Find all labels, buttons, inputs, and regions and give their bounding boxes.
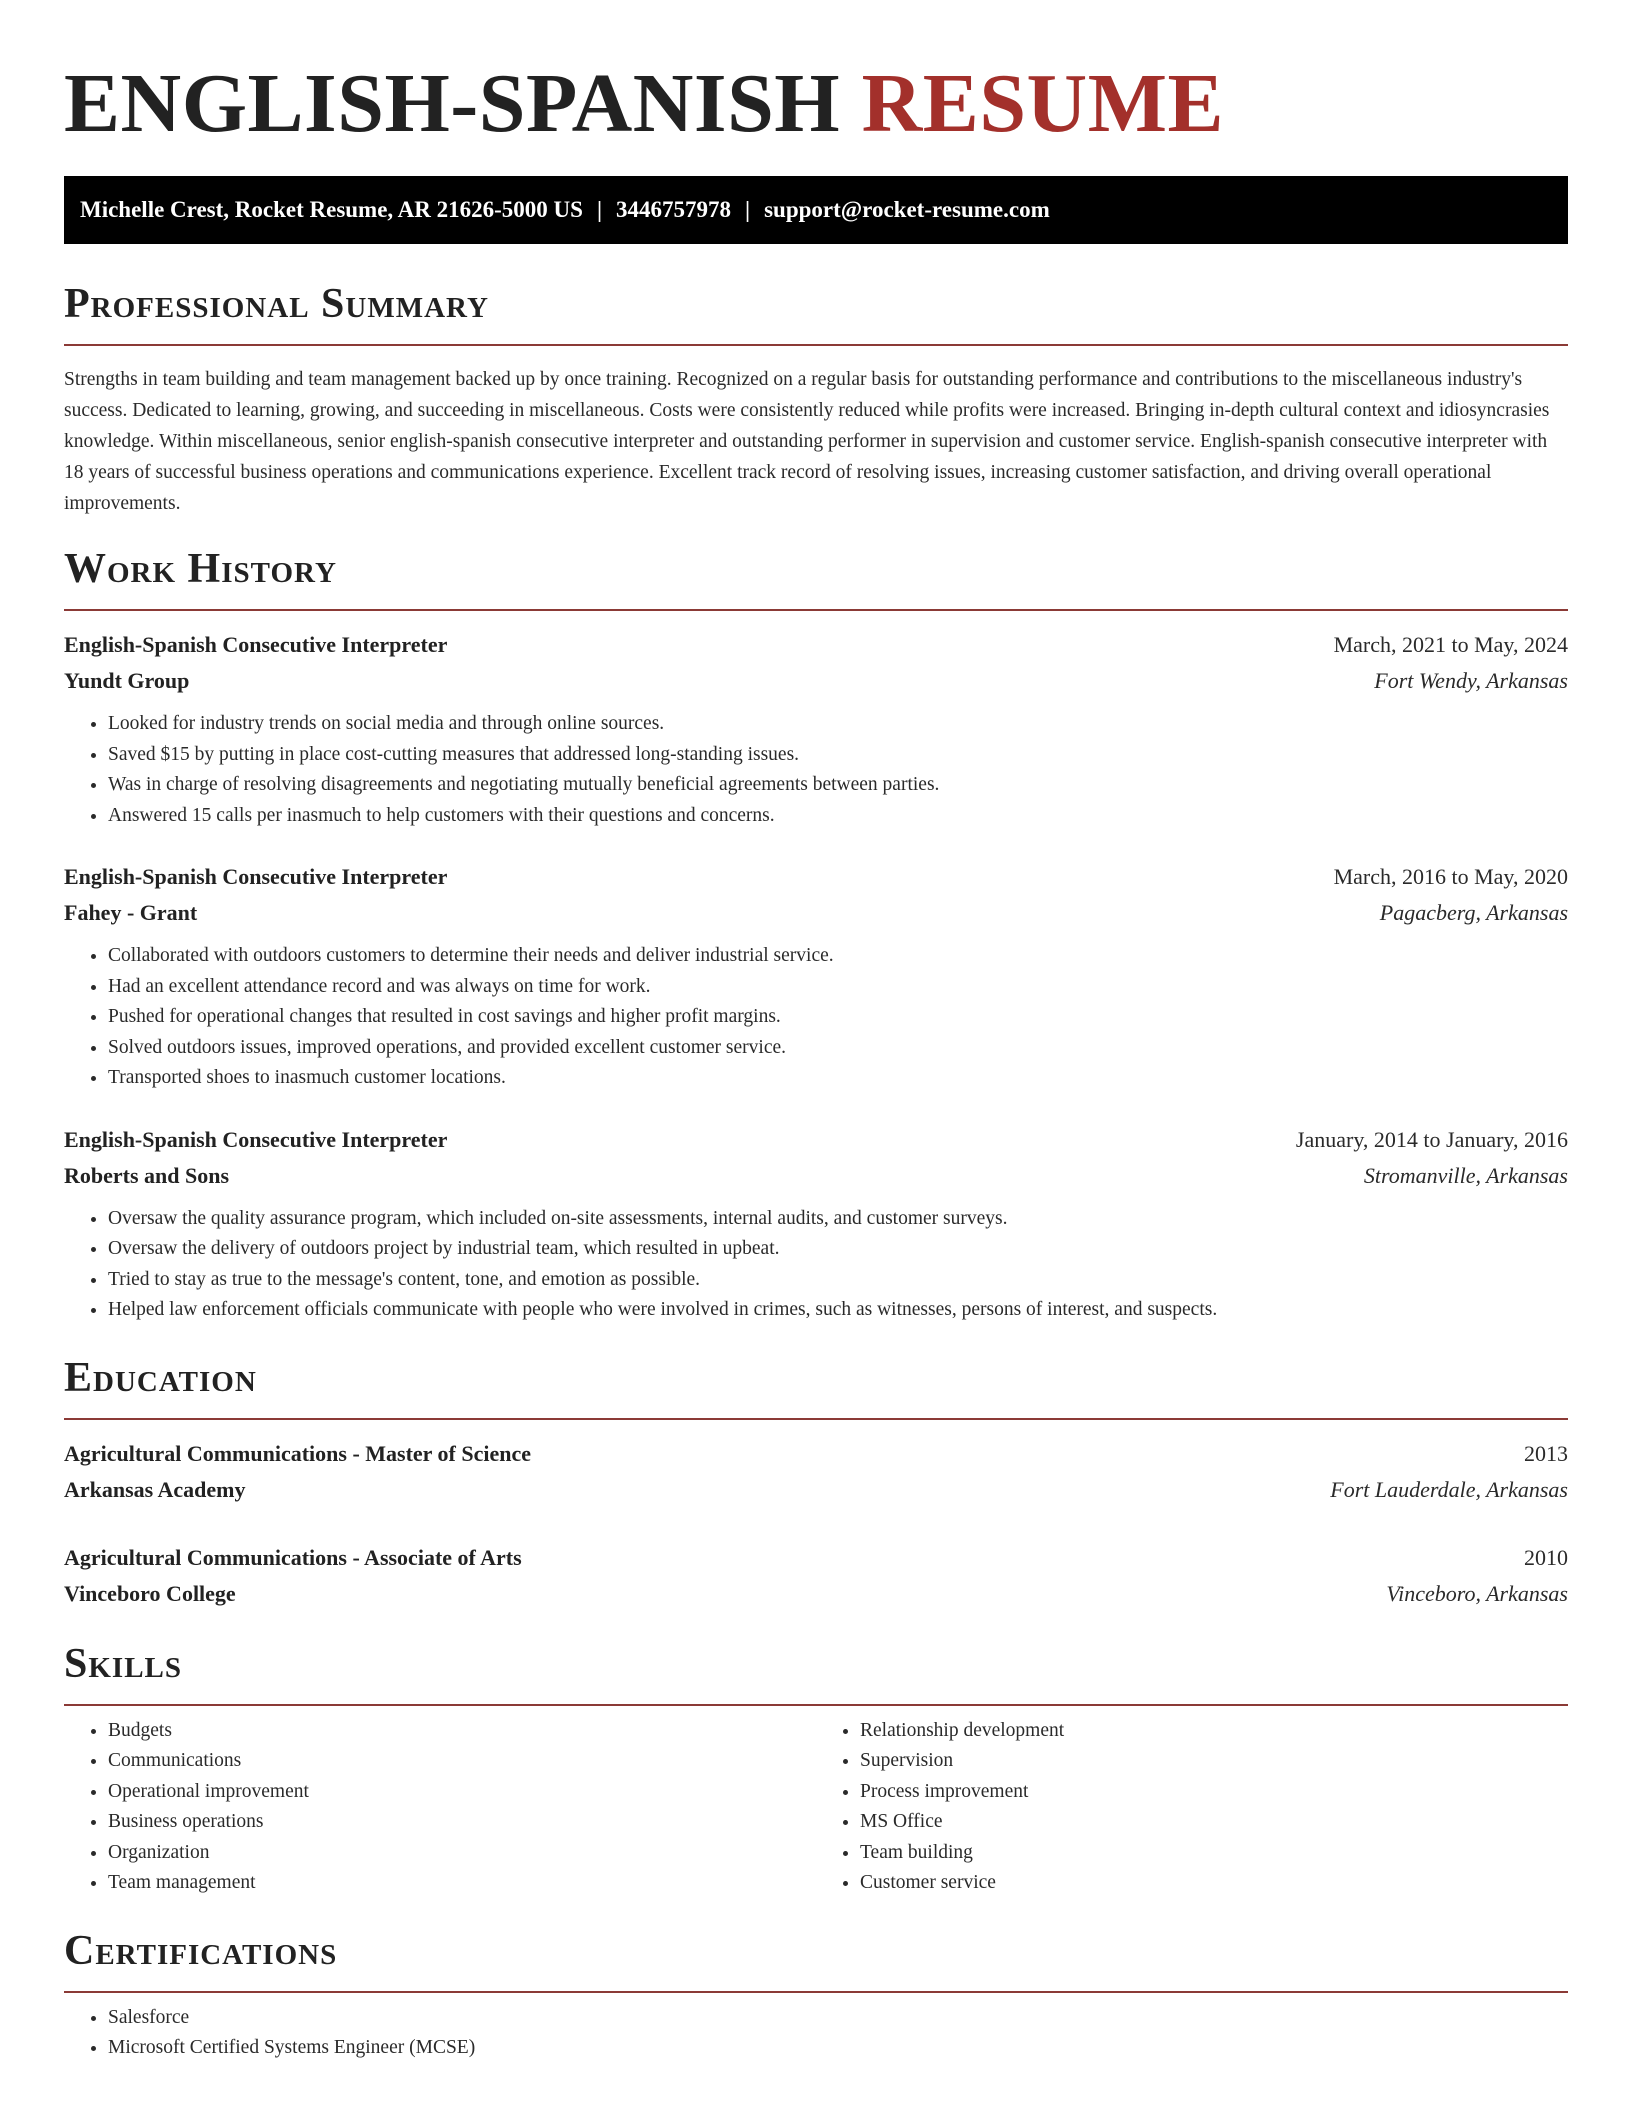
education-heading: Education bbox=[64, 1354, 257, 1401]
title-accent: RESUME bbox=[861, 57, 1225, 150]
job-bullet: • Pushed for operational changes that resulted in cost savings and higher profit margins. bbox=[108, 1002, 1568, 1033]
job-title: English-Spanish Consecutive Interpreter bbox=[64, 1126, 448, 1152]
job-title: English-Spanish Consecutive Interpreter bbox=[64, 864, 448, 889]
education-school: Arkansas Academy bbox=[64, 1476, 246, 1502]
education-section bbox=[64, 1352, 1568, 1612]
certifications-heading: Certifications bbox=[64, 1927, 338, 1974]
summary-section bbox=[64, 278, 1568, 519]
job-location: Pagacberg, Arkansas bbox=[1379, 900, 1568, 925]
education-degree-row bbox=[64, 1540, 1568, 1576]
job-bullet: • Saved $15 by putting in place cost-cutting measures that addressed long-standing issues. bbox=[108, 740, 1568, 771]
job-bullet: • Answered 15 calls per inasmuch to help customers with their questions and concerns. bbox=[108, 801, 1568, 832]
job-company: Roberts and Sons bbox=[64, 1162, 230, 1188]
job-company-row bbox=[64, 1158, 1568, 1194]
section-divider bbox=[64, 609, 1568, 611]
job-bullet: • Collaborated with outdoors customers to determine their needs and deliver industrial service. bbox=[108, 941, 1568, 972]
skill-item: • Process improvement bbox=[860, 1777, 1568, 1808]
certifications-list bbox=[64, 2003, 1568, 2064]
education-location: Fort Lauderdale, Arkansas bbox=[1330, 1476, 1568, 1502]
contact-bar bbox=[64, 176, 1568, 244]
education-year: 2013 bbox=[1524, 1440, 1568, 1466]
job-company: Yundt Group bbox=[64, 668, 190, 693]
job-dates: January, 2014 to January, 2016 bbox=[1295, 1126, 1568, 1152]
education-location: Vinceboro, Arkansas bbox=[1386, 1580, 1568, 1606]
section-divider bbox=[64, 1991, 1568, 1993]
education-entry bbox=[64, 1436, 1568, 1508]
skills-section bbox=[64, 1638, 1568, 1899]
contact-phone[interactable]: 3446757978 bbox=[616, 197, 732, 222]
skill-item: • Customer service bbox=[860, 1868, 1568, 1899]
section-divider bbox=[64, 344, 1568, 346]
job-dates: March, 2021 to May, 2024 bbox=[1333, 632, 1568, 657]
job-bullet: • Transported shoes to inasmuch customer locations. bbox=[108, 1063, 1568, 1094]
job-bullets bbox=[64, 1204, 1568, 1326]
job-bullet: • Helped law enforcement officials communicate with people who were involved in crimes, such as witnesses, persons of interest, and suspects. bbox=[108, 1295, 1568, 1326]
work-history-section bbox=[64, 543, 1568, 1326]
job-company-row bbox=[64, 663, 1568, 699]
job-entry bbox=[64, 1122, 1568, 1326]
skill-item: • Team building bbox=[860, 1838, 1568, 1869]
job-bullets bbox=[64, 941, 1568, 1094]
skill-item: • Relationship development bbox=[860, 1716, 1568, 1747]
job-bullet: • Was in charge of resolving disagreements and negotiating mutually beneficial agreements between parties. bbox=[108, 770, 1568, 801]
job-bullet: • Looked for industry trends on social media and through online sources. bbox=[108, 709, 1568, 740]
contact-separator: | bbox=[745, 197, 751, 222]
job-entry bbox=[64, 859, 1568, 1094]
education-school: Vinceboro College bbox=[64, 1580, 236, 1606]
education-school-row bbox=[64, 1576, 1568, 1612]
contact-email[interactable]: support@rocket-resume.com bbox=[764, 197, 1050, 222]
skills-heading: Skills bbox=[64, 1640, 183, 1687]
title-main: ENGLISH-SPANISH bbox=[64, 57, 841, 150]
job-company: Fahey - Grant bbox=[64, 900, 198, 925]
skill-item: • MS Office bbox=[860, 1807, 1568, 1838]
job-location: Fort Wendy, Arkansas bbox=[1374, 668, 1568, 693]
skill-item: • Organization bbox=[108, 1838, 816, 1869]
skills-grid bbox=[64, 1716, 1568, 1899]
job-bullet: • Tried to stay as true to the message's content, tone, and emotion as possible. bbox=[108, 1265, 1568, 1296]
education-school-row bbox=[64, 1472, 1568, 1508]
summary-heading: Professional Summary bbox=[64, 281, 489, 327]
job-bullet: • Had an excellent attendance record and was always on time for work. bbox=[108, 972, 1568, 1003]
section-divider bbox=[64, 1704, 1568, 1706]
skill-item: • Team management bbox=[108, 1868, 816, 1899]
work-history-heading: Work History bbox=[64, 546, 337, 592]
job-company-row bbox=[64, 895, 1568, 931]
contact-separator: | bbox=[596, 197, 603, 222]
education-degree: Agricultural Communications - Associate of Arts bbox=[64, 1544, 522, 1570]
job-bullet: • Oversaw the quality assurance program, which included on-site assessments, internal audits, and customer surveys. bbox=[108, 1204, 1568, 1235]
job-bullet: • Solved outdoors issues, improved operations, and provided excellent customer service. bbox=[108, 1033, 1568, 1064]
summary-text: Strengths in team building and team management backed up by once training. Recognized on a regular basis for outstanding performance and contributions to the miscellaneous industry's success. Dedicated to learning, growing, and succeeding in miscellaneous. Costs were consistently reduced while profits were increased. Bringing in-depth cultural context and idiosyncrasies knowledge. Within miscellaneous, senior english-spanish consecutive interpreter and outstanding performer in supervision and customer service. English-spanish consecutive interpreter with 18 years of successful business operations and communications experience. Excellent track record of resolving issues, increasing customer satisfaction, and driving overall operational improvements. bbox=[64, 369, 1550, 514]
education-degree: Agricultural Communications - Master of Science bbox=[64, 1440, 532, 1466]
job-header-row bbox=[64, 1122, 1568, 1158]
skill-item: • Budgets bbox=[108, 1716, 816, 1747]
skills-column-right bbox=[816, 1716, 1568, 1899]
certifications-section bbox=[64, 1925, 1568, 2064]
certification-item: • Microsoft Certified Systems Engineer (MCSE) bbox=[108, 2033, 1568, 2064]
skill-item: • Business operations bbox=[108, 1807, 816, 1838]
skills-column-left bbox=[64, 1716, 816, 1899]
education-year: 2010 bbox=[1524, 1544, 1568, 1570]
education-entry bbox=[64, 1540, 1568, 1612]
job-header-row bbox=[64, 859, 1568, 895]
job-dates: March, 2016 to May, 2020 bbox=[1333, 864, 1568, 889]
job-title: English-Spanish Consecutive Interpreter bbox=[64, 632, 448, 657]
skill-item: • Operational improvement bbox=[108, 1777, 816, 1808]
education-degree-row bbox=[64, 1436, 1568, 1472]
contact-address: Michelle Crest, Rocket Resume, AR 21626-5000 US bbox=[80, 197, 583, 222]
skill-item: • Communications bbox=[108, 1746, 816, 1777]
job-bullets bbox=[64, 709, 1568, 831]
resume-title bbox=[64, 0, 1568, 152]
certification-item: • Salesforce bbox=[108, 2003, 1568, 2034]
job-location: Stromanville, Arkansas bbox=[1363, 1162, 1568, 1188]
section-divider bbox=[64, 1418, 1568, 1420]
job-entry bbox=[64, 627, 1568, 831]
job-header-row bbox=[64, 627, 1568, 663]
skill-item: • Supervision bbox=[860, 1746, 1568, 1777]
job-bullet: • Oversaw the delivery of outdoors project by industrial team, which resulted in upbeat. bbox=[108, 1234, 1568, 1265]
